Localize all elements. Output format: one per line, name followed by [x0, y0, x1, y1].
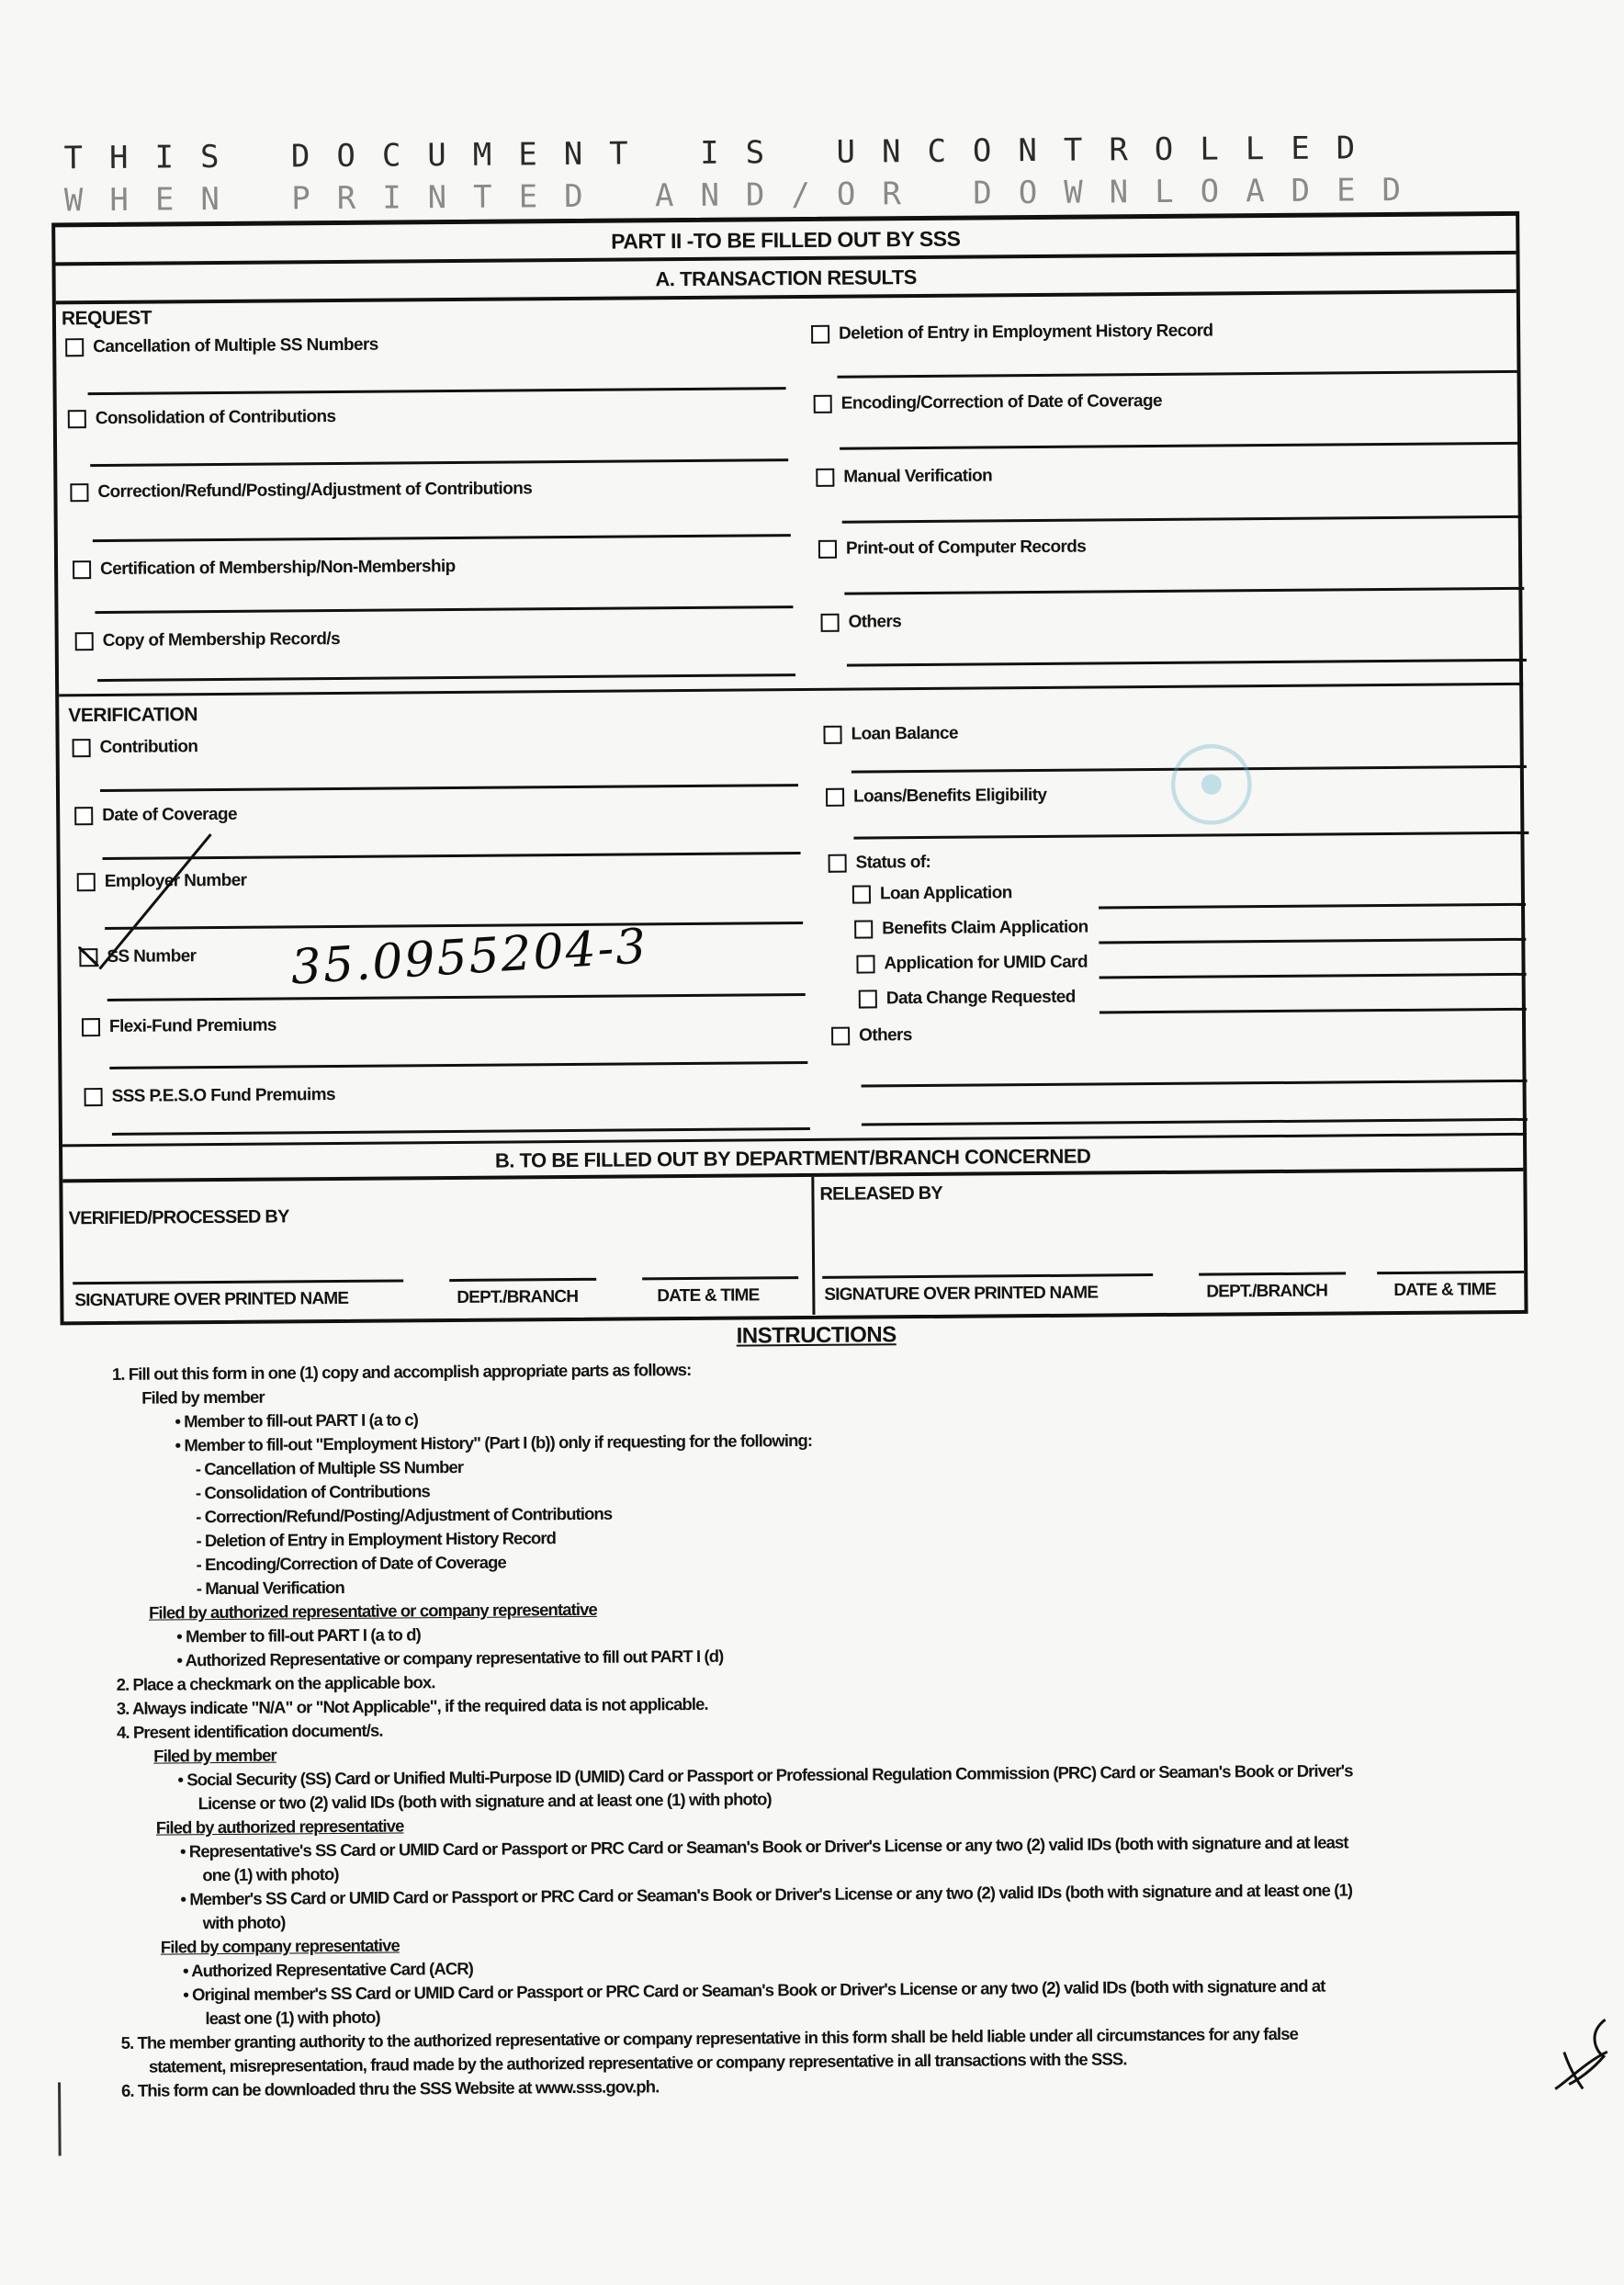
item-label: Loans/Benefits Eligibility — [852, 785, 1047, 807]
dept-line — [1199, 1272, 1346, 1275]
instructions-title: INSTRUCTIONS — [736, 1322, 897, 1349]
item-label: Cancellation of Multiple SS Numbers — [93, 334, 378, 357]
instruction-line: 5. The member granting authority to the authorized representative or company representative in this form shall be held liable under all circumstances for any false — [120, 2023, 1299, 2053]
fill-line — [112, 1127, 810, 1136]
item-label: Copy of Membership Record/s — [102, 628, 341, 651]
request-item-manual-verification[interactable] — [816, 466, 992, 488]
request-item-printout[interactable] — [818, 537, 1086, 560]
checkbox[interactable] — [814, 395, 832, 413]
instruction-subhead: Filed by authorized representative or company representative — [148, 1599, 597, 1623]
uncontrolled-watermark-line2: WHEN PRINTED AND/OR DOWNLOADED — [63, 171, 1428, 220]
instruction-line: 4. Present identification document/s. — [116, 1720, 383, 1742]
checkbox[interactable] — [831, 1027, 850, 1046]
item-label: Date of Coverage — [102, 804, 237, 826]
instruction-line: - Deletion of Entry in Employment History Record — [196, 1528, 557, 1551]
fill-line — [862, 1080, 1528, 1088]
handwritten-ss-number: 35.0955204-3 — [288, 919, 649, 996]
fill-line — [90, 458, 788, 467]
verified-date-label: DATE & TIME — [657, 1285, 760, 1307]
instruction-line: • Social Security (SS) Card or Unified Multi-Purpose ID (UMID) Card or Passport or Professional Regulation Commission (PRC) Card or Seaman's Book or Driver's — [177, 1760, 1353, 1790]
signature-line — [73, 1279, 403, 1284]
request-item-copy-records[interactable] — [75, 629, 340, 651]
instruction-line: • Member to fill-out PART I (a to c) — [175, 1409, 419, 1431]
instruction-line: 6. This form can be downloaded thru the SSS Website at www.sss.gov.ph. — [121, 2076, 660, 2100]
instruction-line: statement, misrepresentation, fraud made by the authorized representative or company representative in all transactions with the SSS. — [148, 2049, 1127, 2076]
item-label: Manual Verification — [843, 466, 993, 487]
verification-item-date-coverage[interactable] — [74, 805, 237, 826]
instruction-subhead: Filed by member — [153, 1745, 276, 1766]
instruction-subhead: Filed by company representative — [160, 1935, 400, 1957]
verification-item-employer-number[interactable] — [77, 871, 247, 892]
status-sub-umid-card[interactable] — [856, 953, 1088, 975]
fill-line — [93, 534, 791, 542]
request-item-cancellation[interactable] — [65, 335, 378, 358]
item-label: Data Change Requested — [885, 987, 1076, 1009]
part-title: PART II -TO BE FILLED OUT BY SSS — [55, 216, 1516, 266]
fill-line — [1099, 903, 1526, 910]
item-label: Others — [848, 612, 902, 632]
fill-line — [837, 370, 1517, 379]
instruction-subhead: Filed by authorized representative — [155, 1816, 404, 1838]
fill-line — [862, 1118, 1528, 1126]
checkbox[interactable] — [852, 885, 871, 903]
item-label: Application for UMID Card — [884, 952, 1088, 974]
instruction-line: - Correction/Refund/Posting/Adjustment of Contributions — [196, 1503, 613, 1527]
verification-item-loan-balance[interactable] — [823, 724, 958, 745]
item-label: Benefits Claim Application — [882, 917, 1088, 939]
status-sub-data-change[interactable] — [859, 988, 1076, 1010]
verification-label: VERIFICATION — [68, 704, 198, 727]
fill-line — [95, 605, 793, 614]
checkbox[interactable] — [73, 739, 91, 757]
checkbox[interactable] — [65, 338, 84, 356]
instruction-line: 1. Fill out this form in one (1) copy and accomplish appropriate parts as follows: — [111, 1360, 692, 1384]
released-date-label: DATE & TIME — [1393, 1280, 1496, 1300]
fill-line — [840, 442, 1519, 450]
item-label: SS Number — [107, 946, 197, 967]
checkbox[interactable] — [70, 483, 88, 502]
verified-signature-label: SIGNATURE OVER PRINTED NAME — [74, 1288, 349, 1311]
item-label: Print-out of Computer Records — [845, 537, 1087, 559]
section-a-title: A. TRANSACTION RESULTS — [56, 255, 1517, 304]
item-label: Others — [859, 1025, 912, 1046]
fill-line — [1100, 973, 1527, 979]
checkbox[interactable] — [68, 410, 86, 428]
fill-line — [100, 784, 798, 792]
instruction-line: • Member to fill-out "Employment History" (Part I (b)) only if requesting for the following: — [175, 1430, 813, 1455]
instruction-line: - Consolidation of Contributions — [195, 1481, 430, 1503]
instruction-line: • Authorized Representative Card (ACR) — [183, 1958, 474, 1981]
dept-line — [449, 1278, 596, 1282]
item-label: Loan Application — [879, 883, 1012, 904]
verification-item-loans-eligibility[interactable] — [826, 786, 1046, 808]
handwritten-signature-icon — [1551, 2015, 1616, 2098]
fill-line — [1100, 1008, 1527, 1014]
instruction-line: • Member to fill-out PART I (a to d) — [176, 1624, 421, 1646]
instruction-line: - Manual Verification — [196, 1577, 344, 1599]
request-label: REQUEST — [61, 307, 152, 330]
item-label: Encoding/Correction of Date of Coverage — [840, 390, 1163, 413]
item-label: Status of: — [855, 852, 931, 873]
status-sub-loan-application[interactable] — [852, 883, 1012, 904]
verification-item-ss-number[interactable] — [79, 946, 196, 967]
item-label: Consolidation of Contributions — [95, 407, 336, 429]
item-label: Flexi-Fund Premiums — [108, 1015, 276, 1036]
fill-line — [109, 1061, 807, 1069]
checkbox[interactable] — [82, 1018, 100, 1036]
checkbox[interactable] — [826, 788, 844, 807]
fill-line — [847, 659, 1527, 667]
checkbox[interactable] — [859, 990, 877, 1008]
instruction-line: with photo) — [202, 1912, 286, 1933]
date-line — [1377, 1271, 1524, 1274]
request-item-consolidation[interactable] — [68, 407, 336, 429]
date-line — [642, 1276, 798, 1280]
checkbox[interactable] — [74, 807, 93, 825]
part-ii-form — [51, 211, 1528, 1326]
fill-line — [88, 387, 786, 395]
margin-mark — [58, 2082, 62, 2155]
released-signature-label: SIGNATURE OVER PRINTED NAME — [824, 1283, 1099, 1305]
fill-line — [844, 587, 1524, 595]
checkbox[interactable] — [811, 325, 829, 344]
checkbox[interactable] — [816, 469, 834, 487]
verified-by-label: VERIFIED/PROCESSED BY — [68, 1206, 289, 1229]
verification-item-others[interactable] — [831, 1025, 912, 1046]
checkbox[interactable] — [854, 920, 873, 938]
checkbox[interactable] — [73, 560, 91, 579]
item-label: SSS P.E.S.O Fund Premuims — [111, 1085, 336, 1106]
instruction-line: - Encoding/Correction of Date of Coverage — [196, 1552, 506, 1575]
request-item-encoding[interactable] — [814, 391, 1162, 414]
instruction-line: one (1) with photo) — [202, 1864, 339, 1885]
verification-item-status-of[interactable] — [829, 853, 931, 874]
instruction-line: License or two (2) valid IDs (both with signature and at least one (1) with photo) — [197, 1789, 772, 1814]
section-b-title: B. TO BE FILLED OUT BY DEPARTMENT/BRANCH CONCERNED — [62, 1137, 1523, 1182]
item-label: Employer Number — [104, 870, 247, 892]
item-label: Certification of Membership/Non-Membership — [100, 557, 456, 580]
verification-item-peso-fund[interactable] — [85, 1085, 336, 1107]
checkbox[interactable] — [75, 632, 94, 650]
uncontrolled-watermark-line1: THIS DOCUMENT IS UNCONTROLLED — [63, 130, 1382, 177]
fill-line — [1099, 938, 1526, 945]
instruction-line: 3. Always indicate "N/A" or "Not Applicable", if the required data is not applicable. — [116, 1693, 708, 1718]
fill-line — [105, 922, 803, 930]
fill-line — [107, 993, 806, 1001]
checkbox[interactable] — [818, 540, 837, 559]
faint-stamp-mark: ☉ — [1161, 723, 1262, 852]
column-divider — [811, 1177, 815, 1315]
fill-line — [842, 515, 1522, 524]
item-label: Correction/Refund/Posting/Adjustment of Contributions — [97, 479, 533, 503]
instruction-line: least one (1) with photo) — [205, 2007, 380, 2029]
item-label: Contribution — [99, 737, 198, 758]
instruction-subhead: Filed by member — [141, 1386, 265, 1408]
checkbox[interactable] — [821, 614, 840, 632]
verification-item-contribution[interactable] — [73, 737, 198, 758]
section-divider — [59, 683, 1523, 697]
instruction-line: • Original member's SS Card or UMID Card or Passport or PRC Card or Seaman's Book or Driver's License or any two (2) valid IDs (both with signature and at — [183, 1975, 1325, 2005]
checkbox[interactable] — [823, 726, 841, 744]
signature-line — [822, 1273, 1153, 1279]
status-sub-benefits-claim[interactable] — [854, 918, 1088, 940]
verified-dept-label: DEPT./BRANCH — [457, 1286, 579, 1308]
released-by-label: RELEASED BY — [819, 1182, 943, 1205]
item-label: Deletion of Entry in Employment History Record — [839, 321, 1213, 344]
request-item-certification[interactable] — [73, 557, 456, 580]
fill-line — [97, 673, 795, 682]
request-item-deletion[interactable] — [811, 322, 1213, 345]
request-item-others[interactable] — [820, 612, 901, 633]
checkbox-checked[interactable] — [79, 948, 97, 967]
instruction-line: • Authorized Representative or company representative to fill out PART I (d) — [176, 1646, 724, 1670]
checkbox[interactable] — [77, 873, 96, 891]
fill-line — [103, 852, 801, 860]
instruction-line: - Cancellation of Multiple SS Number — [195, 1456, 464, 1479]
checkbox[interactable] — [85, 1088, 103, 1106]
checkbox[interactable] — [829, 854, 847, 873]
instruction-line: 2. Place a checkmark on the applicable box. — [116, 1672, 435, 1694]
verification-item-flexi-fund[interactable] — [82, 1016, 276, 1038]
request-item-correction[interactable] — [70, 479, 532, 503]
released-dept-label: DEPT./BRANCH — [1206, 1281, 1328, 1302]
checkbox[interactable] — [856, 955, 874, 973]
instruction-line: • Member's SS Card or UMID Card or Passport or PRC Card or Seaman's Book or Driver's License or any two (2) valid IDs (both with signature and at least one (1) — [180, 1880, 1353, 1909]
instruction-line: • Representative's SS Card or UMID Card or Passport or PRC Card or Seaman's Book or Driver's License or any two (2) valid IDs (both with signature and at least — [179, 1832, 1348, 1861]
item-label: Loan Balance — [851, 723, 958, 744]
